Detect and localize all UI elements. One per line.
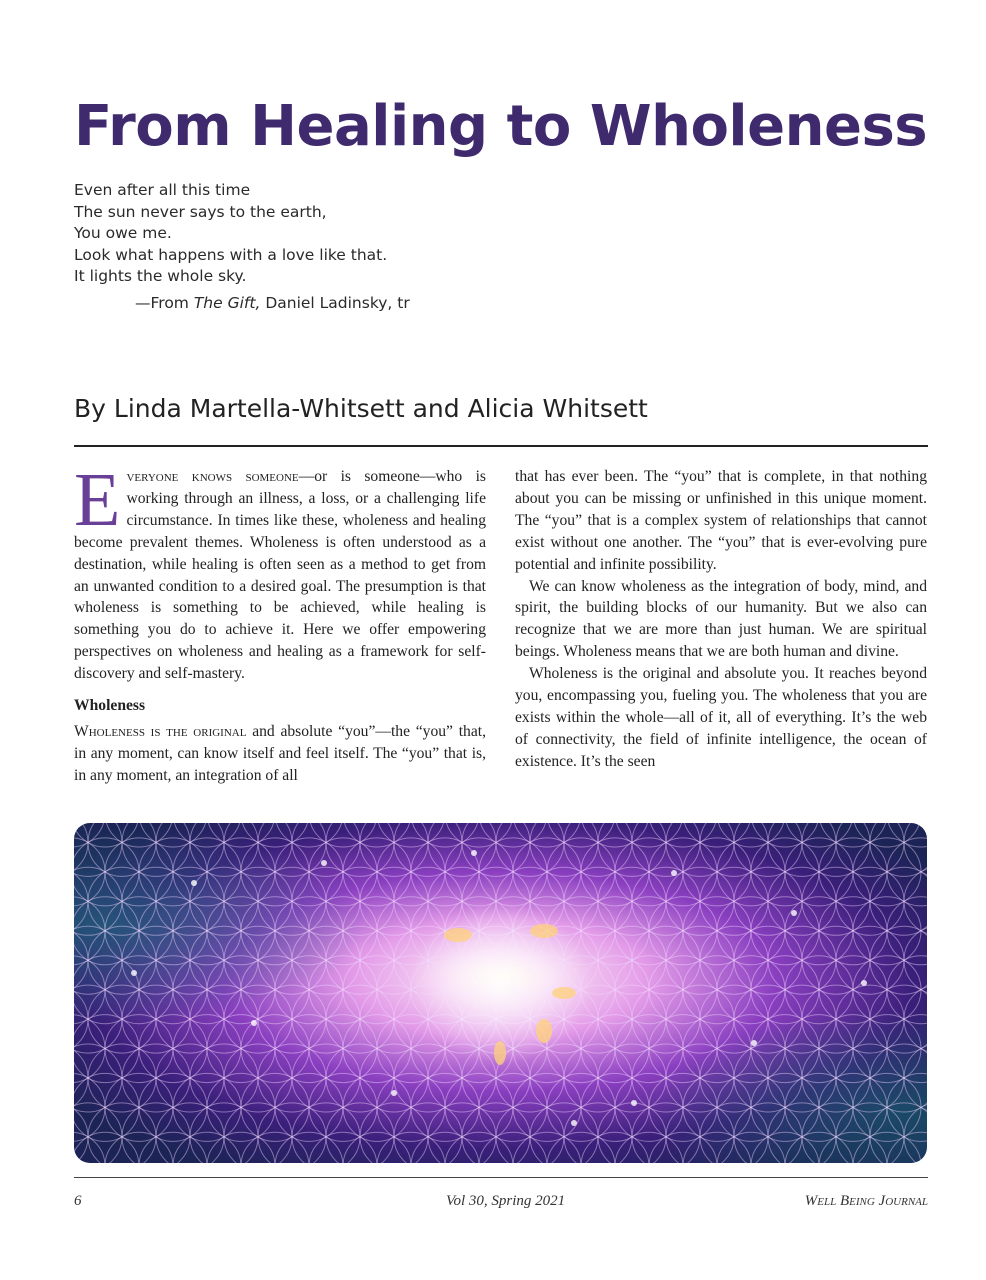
journal-name: Well Being Journal	[804, 1193, 928, 1209]
attribution-prefix: —From	[135, 294, 194, 312]
paragraph-text: and absolute “you”—the “you” that, in any moment, can know itself and feel itself. The “you” that is, in any moment, an integration of all	[74, 722, 486, 784]
issue-info: Vol 30, Spring 2021	[446, 1193, 566, 1209]
epigraph	[74, 180, 387, 288]
paragraph: Wholeness is the original and absolute you. It reaches beyond you, encompassing you, fueling you. The wholeness that you are exists within the whole—all of it, all of everything. It’s the web of connectivity, the field of infinite intelligence, the ocean of existence. It’s the seen	[515, 665, 927, 770]
section-heading: Wholeness	[74, 697, 146, 715]
lead-in-small-caps: veryone knows someone	[126, 468, 299, 485]
epigraph-line: Look what happens with a love like that.	[74, 245, 388, 264]
attribution-work: The Gift,	[193, 294, 261, 312]
attribution-suffix: Daniel Ladinsky, tr	[260, 294, 410, 312]
drop-cap: E	[74, 458, 121, 542]
epigraph-line: The sun never says to the earth,	[74, 202, 327, 221]
epigraph-line: Even after all this time	[74, 181, 251, 199]
article-column-left	[74, 458, 486, 787]
flower-of-life-image	[74, 823, 927, 1163]
paragraph-wholeness	[74, 721, 486, 787]
sacred-geometry-artwork	[74, 823, 927, 1163]
footer-divider	[74, 1177, 928, 1178]
epigraph-line: It lights the whole sky.	[74, 267, 247, 285]
epigraph-attribution	[135, 294, 410, 312]
page-number: 6	[74, 1193, 82, 1209]
paragraph-text: —or is someone—who is working through an illness, a loss, or a challenging life circumstance. In times like these, wholeness and healing become prevalent themes. Wholeness is often understood as a destination, while healing is often seen as a method to get from an unwanted condition to a desired goal. The presumption is that wholeness is something to be achieved, while healing is something you do to achieve it. Here we offer empowering perspectives on wholeness and healing as a framework for self-discovery and self-mastery.	[74, 468, 486, 683]
byline-divider	[74, 445, 928, 447]
paragraph: We can know wholeness as the integration of body, mind, and spirit, the building blocks of our humanity. But we also can recognize that we are more than just human. We are spiritual beings. Wholeness means that we are both human and divine.	[515, 577, 927, 661]
epigraph-line: You owe me.	[74, 224, 172, 242]
article-title: From Healing to Wholeness	[74, 94, 928, 159]
paragraph-intro	[74, 458, 486, 685]
article-column-right	[515, 466, 927, 773]
lead-in-small-caps: Wholeness is the original	[74, 722, 247, 740]
byline: By Linda Martella-Whitsett and Alicia Whitsett	[74, 394, 648, 423]
paragraph-continued: that has ever been. The “you” that is complete, in that nothing about you can be missing or unfinished in this unique moment. The “you” that is a complex system of relationships that cannot exist without one another. The “you” that is ever-evolving pure potential and infinite possibility.	[515, 468, 927, 573]
